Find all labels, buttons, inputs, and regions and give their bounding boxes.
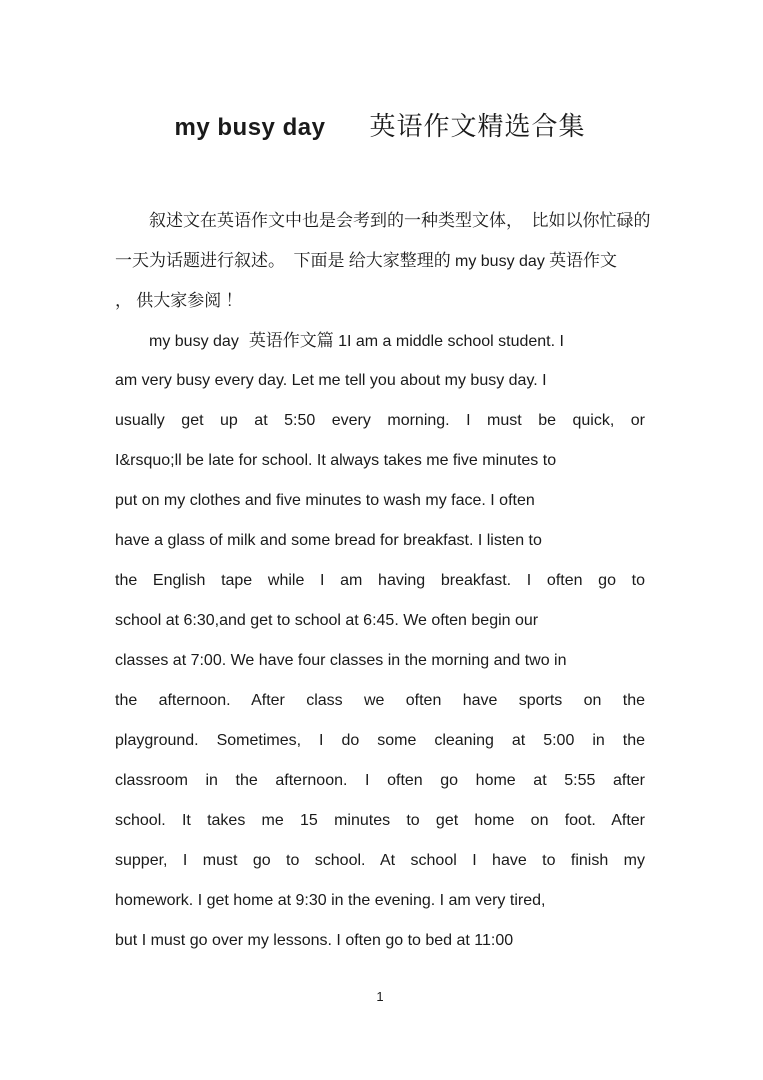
intro-line: ， 供大家参阅 ！ [115, 291, 243, 310]
intro-line: 叙述文在英语作文中也是会考到的一种类型文体， 比如以你忙碌的 [149, 211, 651, 230]
essay-line: supper, I must go to school. At school I have to finish my [115, 852, 645, 869]
essay-line: homework. I get home at 9:30 in the evening. I am very tired, [115, 892, 546, 909]
essay-line: school. It takes me 15 minutes to get home on foot. After [115, 812, 645, 829]
essay-line: but I must go over my lessons. I often go to bed at 11:00 [115, 932, 514, 949]
page-number: 1 [376, 989, 384, 1004]
intro-paragraph [115, 201, 651, 321]
essay-line: usually get up at 5:50 every morning. I must be quick, or [115, 412, 645, 429]
essay-paragraph [115, 321, 645, 961]
title-english: my busy day [174, 114, 326, 141]
essay-line: put on my clothes and five minutes to wash my face. I often [115, 492, 535, 509]
intro-line2-english: my busy day [455, 253, 545, 270]
essay-line: am very busy every day. Let me tell you about my busy day. I [115, 372, 547, 389]
essay-line1-english-lead: my busy day [149, 333, 239, 350]
essay-line: classroom in the afternoon. I often go home at 5:55 after [115, 772, 645, 789]
intro-line2-chinese-right: 英语作文 [544, 251, 618, 270]
essay-line: playground. Sometimes, I do some cleaning at 5:00 in the [115, 732, 645, 749]
intro-line2-chinese-left: 一天为话题进行叙述。 下面是 给大家整理的 [115, 251, 455, 270]
essay-line1-english-body: 1I am a middle school student. I [338, 333, 564, 350]
essay-line: school at 6:30,and get to school at 6:45. We often begin our [115, 612, 539, 629]
document-title [115, 107, 645, 147]
essay-line: classes at 7:00. We have four classes in the morning and two in [115, 652, 567, 669]
essay-line1-chinese: 英语作文篇 [248, 331, 339, 350]
essay-line: I&rsquo;ll be late for school. It always takes me five minutes to [115, 452, 557, 469]
essay-line: the English tape while I am having breakfast. I often go to [115, 572, 645, 589]
essay-line [115, 321, 645, 361]
intro-line [115, 241, 645, 281]
title-chinese: 英语作文精选合集 [369, 112, 586, 141]
essay-line: have a glass of milk and some bread for breakfast. I listen to [115, 532, 542, 549]
essay-line: the afternoon. After class we often have sports on the [115, 692, 645, 709]
